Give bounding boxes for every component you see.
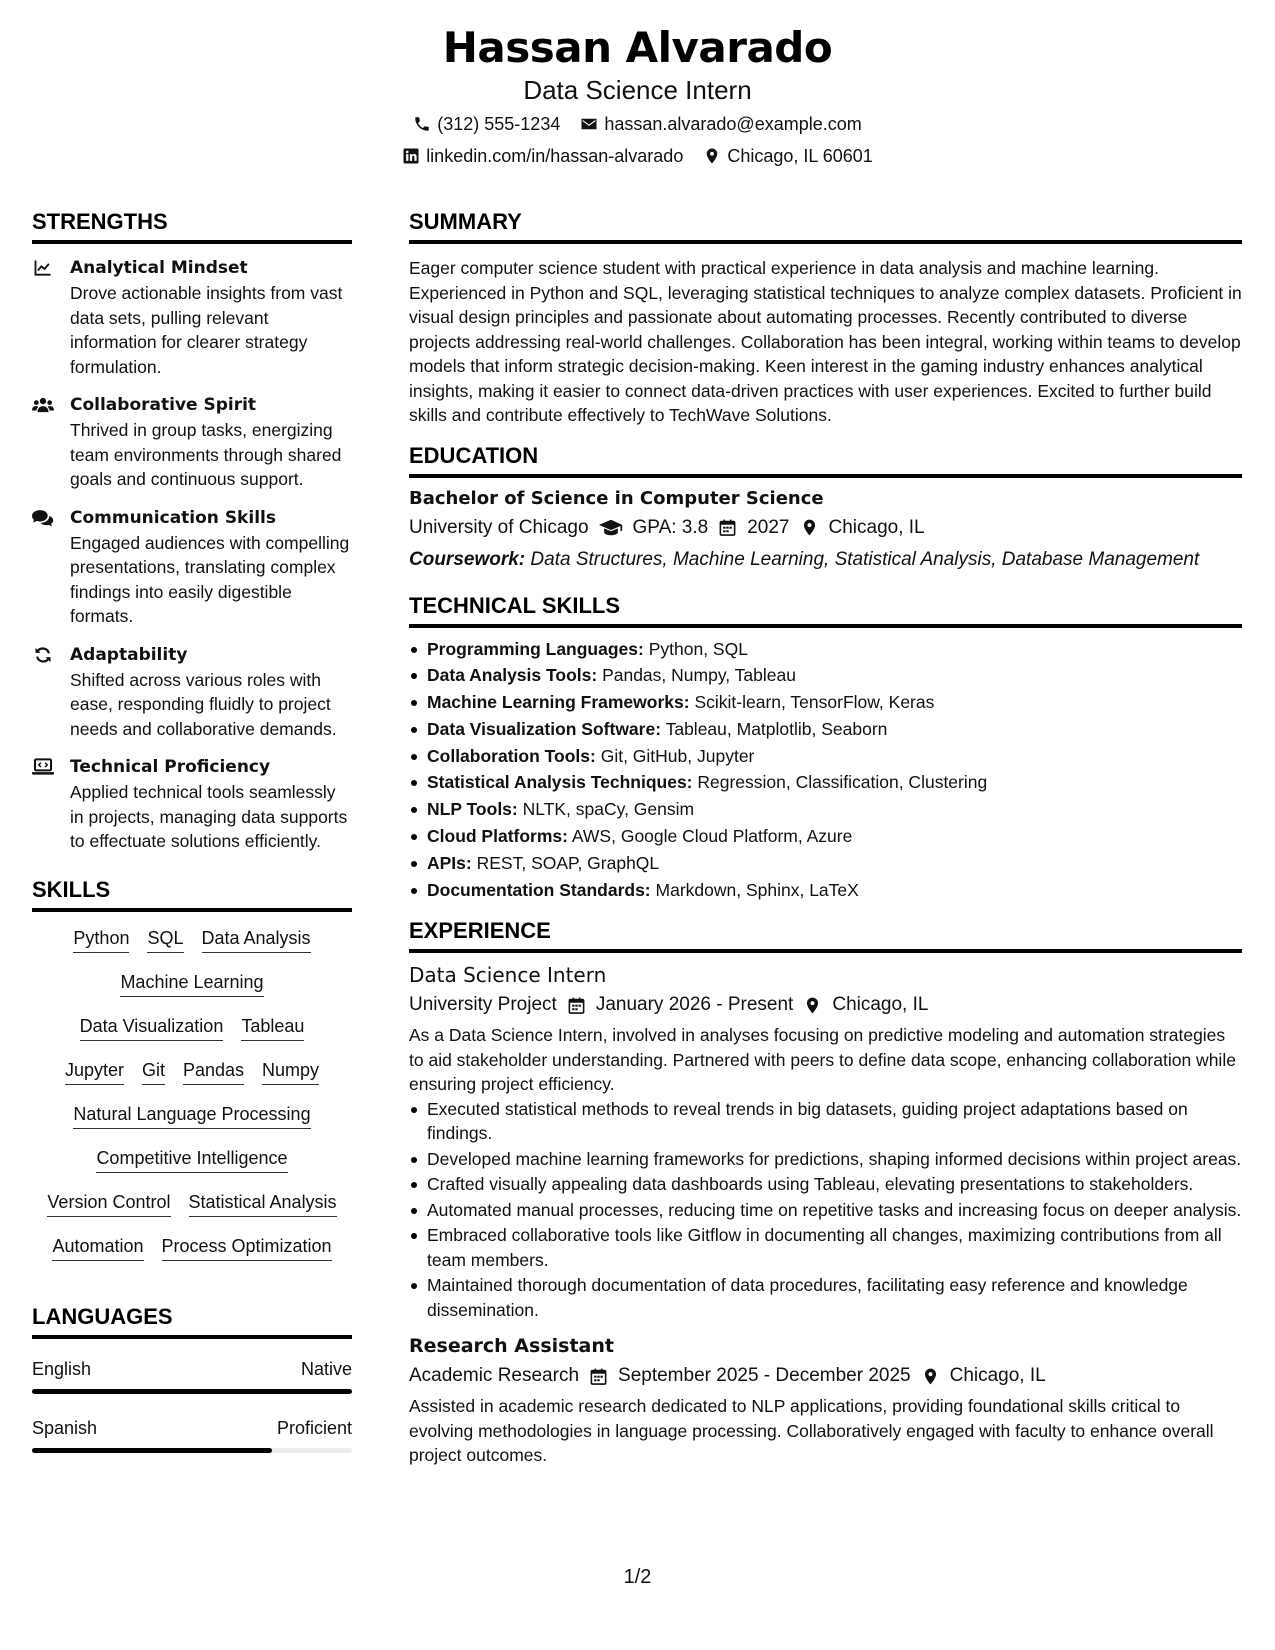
skill-value: Regression, Classification, Clustering [697, 772, 988, 793]
strength-desc: Drove actionable insights from vast data sets, pulling relevant information for clearer strategy formulation. [70, 283, 343, 377]
skill-value: Scikit-learn, TensorFlow, Keras [694, 692, 935, 713]
map-marker-icon [800, 518, 819, 537]
skill-label: Data Analysis Tools: [427, 665, 598, 686]
skill-label: APIs: [427, 852, 472, 873]
languages-heading: LANGUAGES [32, 1303, 352, 1339]
job-dates: January 2026 - Present [595, 994, 794, 1016]
school-name: University of Chicago [409, 516, 589, 538]
tag-row [32, 1234, 352, 1261]
education-meta [409, 514, 1242, 542]
skill-value: Pandas, Numpy, Tableau [602, 665, 796, 686]
envelope-icon [580, 115, 598, 133]
job-bullet: Embraced collaborative tools like Gitflow in documenting all changes, maximizing contributions from all team members. [409, 1223, 1242, 1272]
language-bar-track [32, 1448, 352, 1453]
skill-value: Git, GitHub, Jupyter [600, 745, 755, 766]
skill-label: Data Visualization Software: [427, 718, 662, 739]
map-marker-icon [921, 1367, 940, 1386]
graduation-cap-icon [599, 518, 623, 537]
skills-heading: SKILLS [32, 876, 352, 912]
strength-item [32, 506, 352, 629]
language-name: English [32, 1358, 92, 1379]
language-item [32, 1357, 352, 1394]
tag-row [32, 1014, 352, 1041]
job-meta [409, 991, 1242, 1019]
tag-row [32, 1190, 352, 1217]
skill-tag: Process Optimization [162, 1234, 332, 1261]
degree-title: Bachelor of Science in Computer Science [409, 487, 824, 509]
strength-item [32, 755, 352, 854]
strength-desc: Thrived in group tasks, energizing team environments through shared goals and continuous support. [70, 420, 342, 489]
skill-tag: Competitive Intelligence [96, 1146, 287, 1173]
technical-skill-item [409, 877, 1242, 904]
job-bullet: Executed statistical methods to reveal trends in big datasets, guiding project adaptations based on findings. [409, 1097, 1242, 1146]
language-level: Native [300, 1358, 352, 1379]
skill-value: REST, SOAP, GraphQL [476, 852, 660, 873]
technical-skill-item [409, 662, 1242, 689]
phone-contact [413, 111, 560, 137]
technical-skill-item [409, 823, 1242, 850]
language-name: Spanish [32, 1417, 98, 1438]
coursework [409, 547, 1242, 572]
skill-tag: Data Visualization [80, 1014, 224, 1041]
right-column [409, 208, 1242, 1468]
strengths-heading: STRENGTHS [32, 208, 352, 244]
job-bullet: Automated manual processes, reducing time on repetitive tasks and increasing focus on deeper analysis. [409, 1198, 1242, 1223]
skill-tag: Natural Language Processing [73, 1102, 310, 1129]
job-org: University Project [409, 994, 557, 1016]
laptop-code-icon [32, 755, 56, 777]
summary-text: Eager computer science student with practical experience in data analysis and machine learning. Experienced in Python and SQL, leveraging statistical techniques to analyze complex datasets. Proficient in visual design principles and passionate about automating processes. Recently contributed to diverse projects addressing real-world challenges. Collaboration has been integral, working within teams to develop models that inform strategic decision-making. Keen interest in the gaming industry enhances analytical insights, making it easier to connect data-driven practices with user experiences. Excited to further build skills and contribute effectively to TechWave Solutions. [409, 258, 1242, 425]
strength-title: Technical Proficiency [70, 757, 271, 777]
technical-skill-item [409, 743, 1242, 770]
skill-label: Collaboration Tools: [427, 745, 596, 766]
job-title: Research Assistant [409, 1335, 614, 1358]
users-icon [32, 393, 56, 415]
skill-tag: Pandas [183, 1058, 244, 1085]
language-level: Proficient [276, 1417, 352, 1438]
skill-value: AWS, Google Cloud Platform, Azure [571, 826, 853, 847]
job-bullet: Crafted visually appealing data dashboards using Tableau, elevating presentations to stakeholders. [409, 1172, 1242, 1197]
skill-value: NLTK, spaCy, Gensim [522, 799, 695, 820]
skills-tags [32, 926, 352, 1261]
job-bullet: Maintained thorough documentation of data procedures, facilitating easy reference and knowledge dissemination. [409, 1273, 1242, 1322]
email-text[interactable]: hassan.alvarado@example.com [604, 114, 862, 134]
technical-skill-item [409, 769, 1242, 796]
location-text: Chicago, IL 60601 [727, 146, 873, 166]
location-contact [703, 143, 872, 169]
language-row [32, 1357, 352, 1381]
skill-value: Markdown, Sphinx, LaTeX [655, 879, 859, 900]
chart-line-icon [32, 256, 56, 278]
language-row [32, 1416, 352, 1440]
skill-tag: Git [142, 1058, 165, 1085]
calendar-icon [718, 518, 737, 537]
education-location: Chicago, IL [828, 516, 925, 538]
strength-item [32, 393, 352, 492]
skill-label: Cloud Platforms: [427, 826, 568, 847]
job-location: Chicago, IL [832, 994, 929, 1016]
job-org: Academic Research [409, 1365, 580, 1387]
skill-value: Tableau, Matplotlib, Seaborn [665, 718, 888, 739]
page-number: 1/2 [623, 1566, 652, 1588]
gpa-text: GPA: 3.8 [632, 516, 709, 538]
job-bullet: Developed machine learning frameworks for predictions, shaping informed decisions within project areas. [409, 1147, 1242, 1172]
technical-skill-item [409, 850, 1242, 877]
technical-skills-heading: TECHNICAL SKILLS [409, 592, 1242, 628]
skill-tag: Python [73, 926, 129, 953]
sync-icon [32, 643, 56, 665]
language-bar-fill [32, 1448, 272, 1453]
linkedin-text[interactable]: linkedin.com/in/hassan-alvarado [426, 146, 684, 166]
skill-tag: SQL [147, 926, 183, 953]
job-dates: September 2025 - December 2025 [618, 1365, 911, 1387]
skill-tag: Machine Learning [120, 970, 263, 997]
candidate-title: Data Science Intern [523, 75, 752, 105]
job-title: Data Science Intern [409, 963, 607, 988]
skill-label: Documentation Standards: [427, 879, 651, 900]
language-item [32, 1416, 352, 1453]
coursework-label: Coursework: [409, 548, 526, 570]
language-bar-track [32, 1389, 352, 1394]
strength-desc: Engaged audiences with compelling presentations, translating complex findings into easily digestible formats. [70, 532, 350, 626]
strength-title: Communication Skills [70, 507, 276, 528]
skill-tag: Statistical Analysis [189, 1190, 337, 1217]
skill-tag: Version Control [47, 1190, 170, 1217]
tag-row [32, 926, 352, 953]
skill-tag: Tableau [241, 1014, 304, 1041]
strength-title: Collaborative Spirit [70, 395, 257, 415]
candidate-name: Hassan Alvarado [442, 23, 833, 72]
technical-skill-item [409, 636, 1242, 663]
job-meta [409, 1362, 1242, 1390]
technical-skill-item [409, 796, 1242, 823]
skill-value: Python, SQL [648, 638, 748, 659]
contact-row-1 [0, 111, 1275, 137]
strength-desc: Shifted across various roles with ease, responding fluidly to project needs and collaborative demands. [70, 669, 337, 739]
job-summary: Assisted in academic research dedicated to NLP applications, providing foundational skills critical to evolving methodologies in language processing. Collaboratively engaged with faculty to enhance overall project outcomes. [409, 1396, 1214, 1466]
strength-title: Adaptability [70, 644, 188, 665]
job-location: Chicago, IL [949, 1365, 1046, 1387]
skill-label: Machine Learning Frameworks: [427, 692, 690, 713]
skill-label: Statistical Analysis Techniques: [427, 772, 693, 793]
tag-row [32, 1102, 352, 1129]
resume-header [0, 22, 1275, 169]
linkedin-icon [402, 147, 420, 165]
map-marker-icon [803, 996, 822, 1015]
phone-icon [413, 115, 431, 133]
phone-text: (312) 555-1234 [437, 114, 561, 134]
strength-item [32, 256, 352, 379]
comments-icon [32, 506, 56, 528]
skill-tag: Data Analysis [202, 926, 311, 953]
linkedin-contact [402, 143, 683, 169]
skill-label: Programming Languages: [427, 638, 644, 659]
technical-skills-list [409, 636, 1242, 904]
job-summary: As a Data Science Intern, involved in analyses focusing on predictive modeling and automation strategies to aid stakeholder understanding. Partnered with peers to define data scope, enhancing collaboration while ensuring project efficiency. [409, 1025, 1236, 1095]
job-entry [409, 961, 1242, 1322]
strength-desc: Applied technical tools seamlessly in projects, managing data supports to effectuate solutions efficiently. [70, 782, 348, 851]
skill-tag: Automation [52, 1234, 143, 1261]
contact-row-2 [0, 143, 1275, 169]
left-column [32, 208, 352, 1475]
language-bar-fill [32, 1389, 352, 1394]
calendar-icon [589, 1367, 608, 1386]
technical-skill-item [409, 716, 1242, 743]
job-bullets [409, 1097, 1242, 1323]
skill-tag: Numpy [262, 1058, 319, 1085]
education-heading: EDUCATION [409, 442, 1242, 478]
calendar-icon [567, 996, 586, 1015]
experience-heading: EXPERIENCE [409, 917, 1242, 953]
tag-row [32, 1058, 352, 1085]
skill-tag: Jupyter [65, 1058, 124, 1085]
tag-row [32, 1146, 352, 1173]
technical-skill-item [409, 689, 1242, 716]
map-marker-icon [703, 147, 721, 165]
email-contact [580, 111, 861, 137]
strength-title: Analytical Mindset [70, 258, 248, 278]
job-entry [409, 1332, 1242, 1468]
summary-heading: SUMMARY [409, 208, 1242, 244]
coursework-text: Data Structures, Machine Learning, Statistical Analysis, Database Management [530, 548, 1200, 570]
strength-item [32, 643, 352, 742]
skill-label: NLP Tools: [427, 799, 518, 820]
graduation-year: 2027 [747, 516, 790, 538]
tag-row [32, 970, 352, 997]
